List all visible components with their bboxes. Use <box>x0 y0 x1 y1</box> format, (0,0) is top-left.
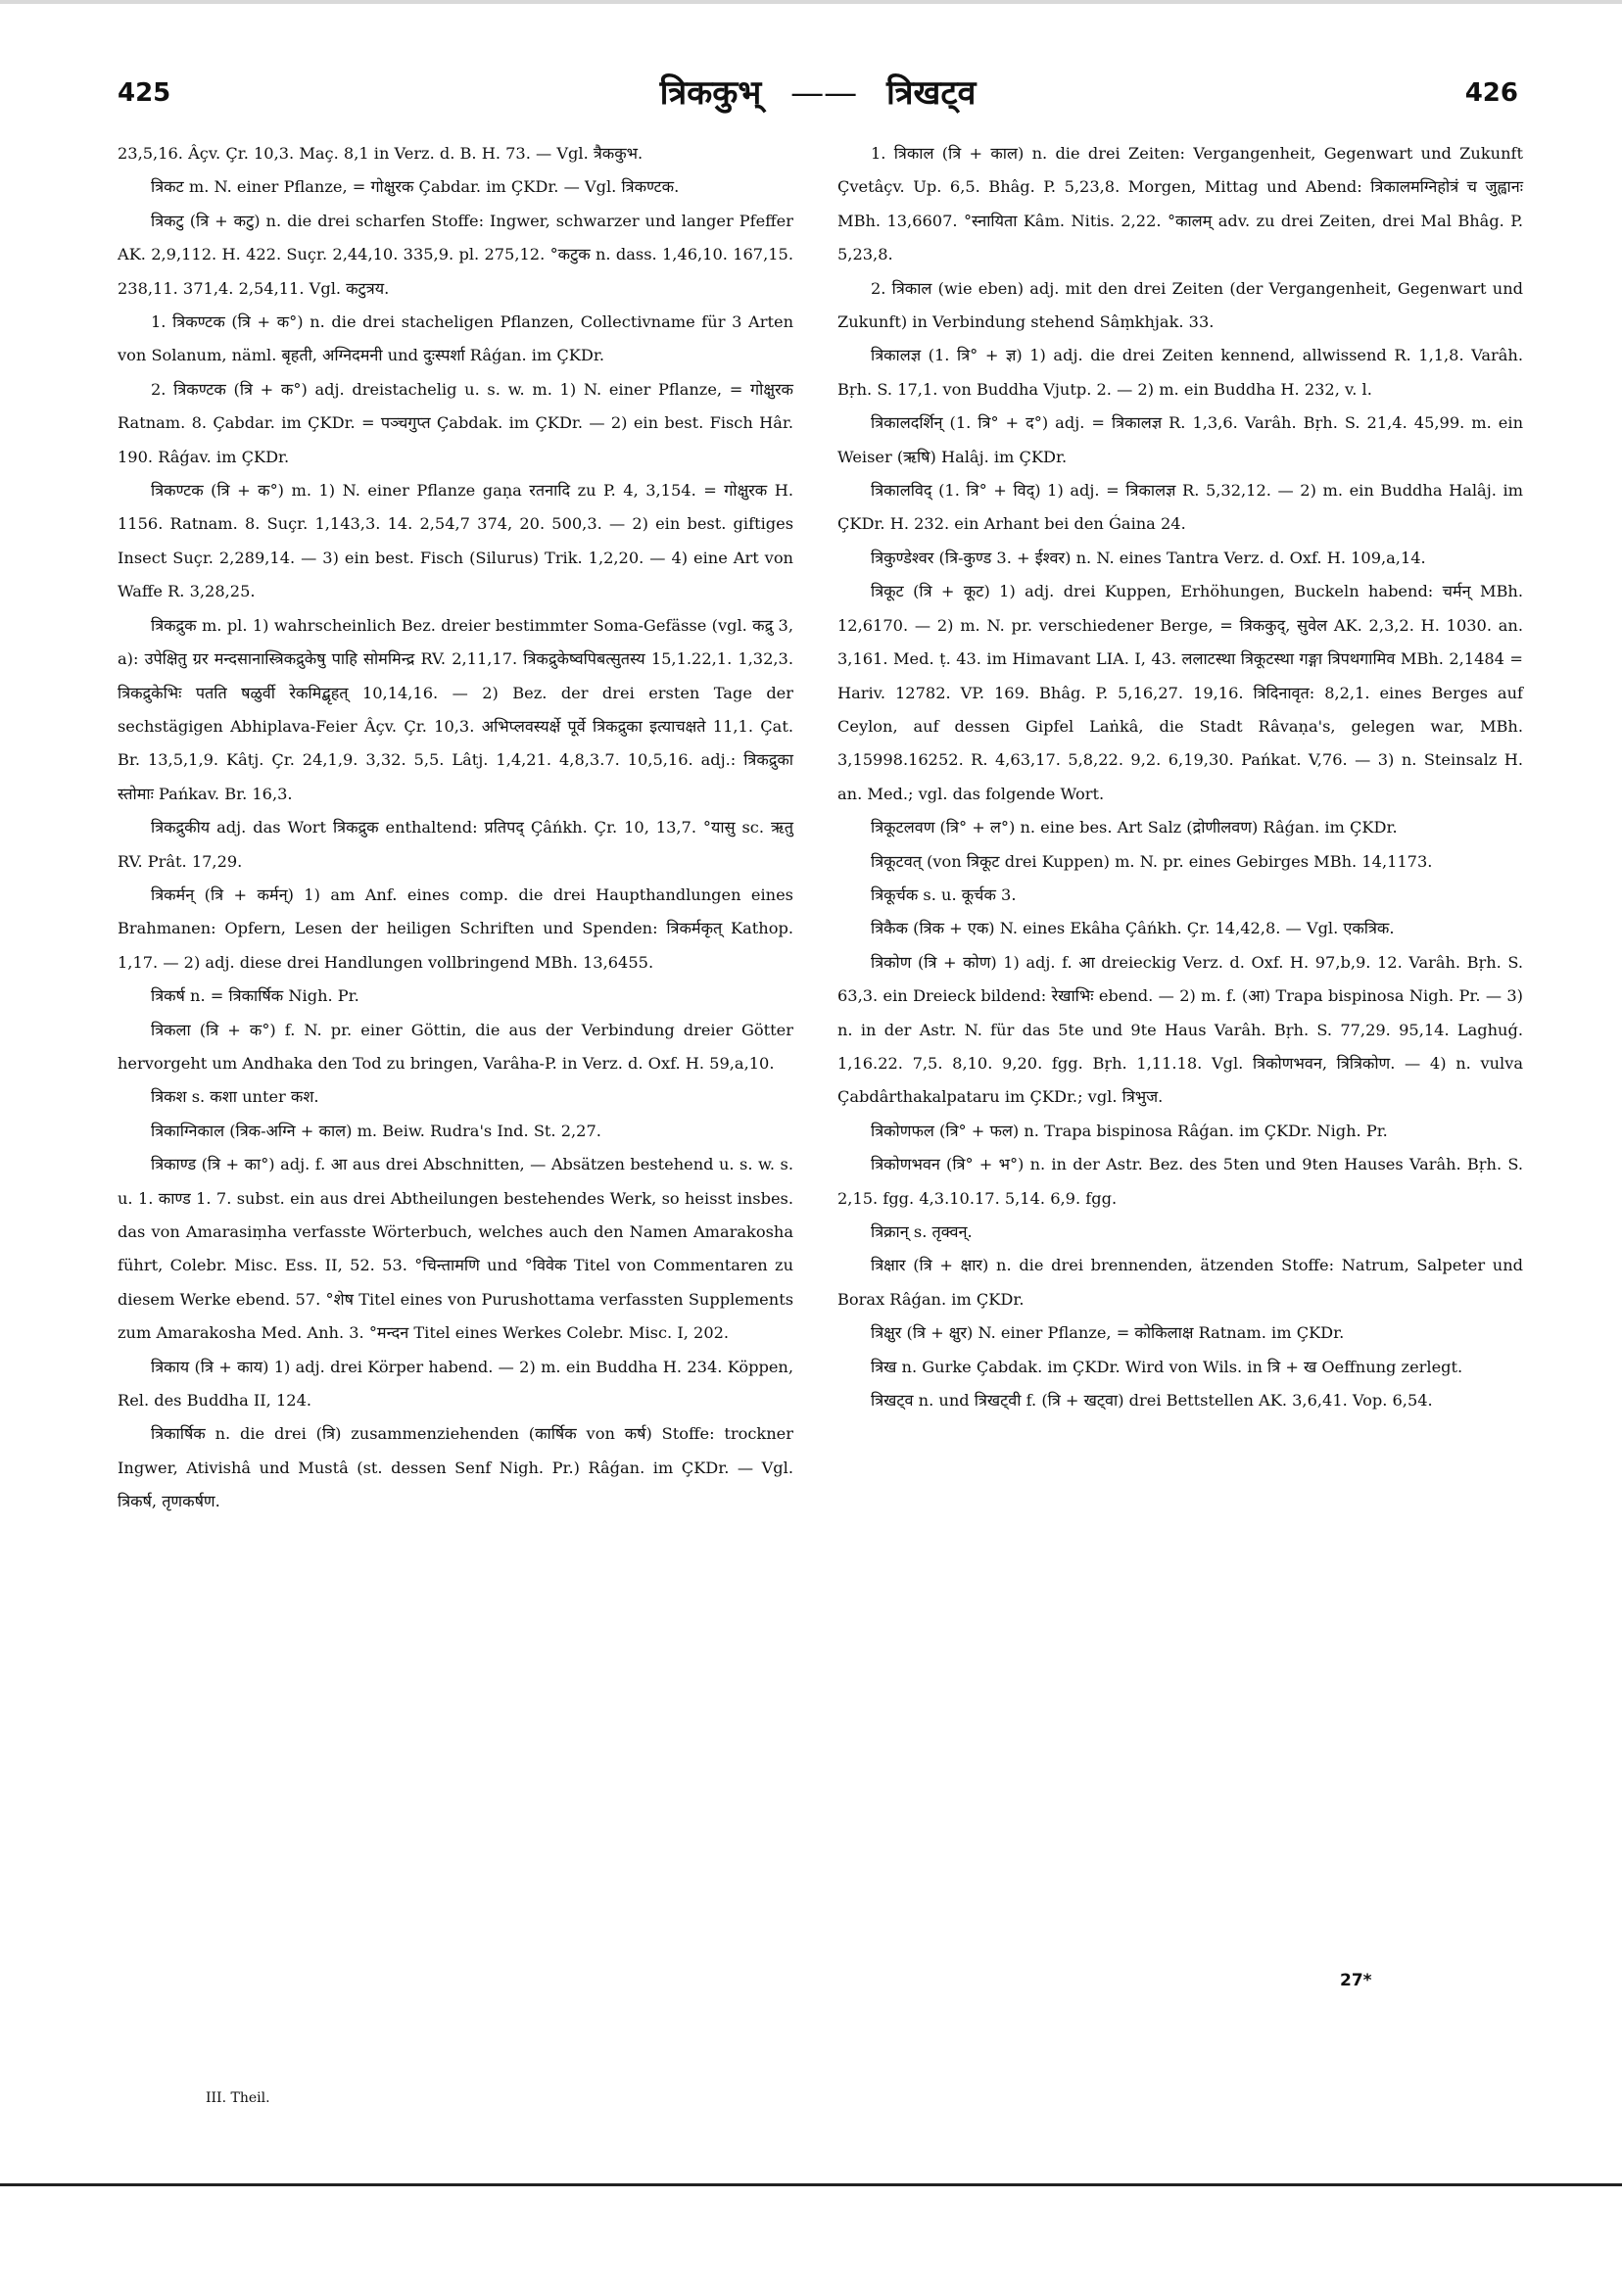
dictionary-entry: 1. त्रिकाल (त्रि + काल) n. die drei Zeiten: Vergangenheit, Gegenwart und Zukunft Çvetâçv. Up. 6,5. Bhâg. P. 5,23,8. Morgen, Mittag und Abend: त्रिकालमग्निहोत्रं च जुह्वानः MBh. 13,6607. °स्नायिता Kâm. Nitis. 2,22. °कालम् adv. zu drei Zeiten, drei Mal Bhâg. P. 5,23,8. <box>837 144 1523 264</box>
dictionary-entry: त्रिकाग्निकाल (त्रिक-अग्नि + काल) m. Beiw. Rudra's Ind. St. 2,27. <box>151 1121 601 1140</box>
dictionary-entry: त्रिकालज्ञ (1. त्रि° + ज्ञ) 1) adj. die drei Zeiten kennend, allwissend R. 1,1,8. Varâh. Bṛh. S. 17,1. von Buddha Vjutp. 2. — 2) m. ein Buddha H. 232, v. l. <box>837 346 1523 399</box>
dictionary-entry: त्रिकोणभवन (त्रि° + भ°) n. in der Astr. Bez. des 5ten und 9ten Hauses Varâh. Bṛh. S. 2,15. fgg. 4,3.10.17. 5,14. 6,9. fgg. <box>837 1155 1523 1208</box>
dictionary-entry: त्रिकट m. N. einer Pflanze, = गोक्षुरक Çabdar. im ÇKDr. — Vgl. त्रिकण्टक. <box>151 177 680 197</box>
dictionary-entry: त्रिकाण्ड (त्रि + का°) adj. f. आ aus drei Abschnitten, — Absätzen bestehend u. s. w. s. u. 1. काण्ड 1. 7. subst. ein aus drei Abtheilungen bestehendes Werk, so heisst insbes. das von Amarasiṃha verfasste Wörterbuch, welches auch den Namen Amarakosha führt, Colebr. Misc. Ess. II, 52. 53. °चिन्तामणि und °विवेक Titel von Commentaren zu diesem Werke ebend. 57. °शेष Titel eines von Purushottama verfassten Supplements zum Amarakosha Med. Anh. 3. °मन्दन Titel eines Werkes Colebr. Misc. I, 202. <box>118 1155 793 1343</box>
dictionary-entry: त्रिकालदर्शिन् (1. त्रि° + द°) adj. = त्रिकालज्ञ R. 1,3,6. Varâh. Bṛh. S. 21,4. 45,99. m. ein Weiser (ऋषि) Halâj. im ÇKDr. <box>837 413 1523 466</box>
dictionary-entry: त्रिकूर्चक s. u. कूर्चक 3. <box>871 885 1017 904</box>
dictionary-entry: त्रिकालविद् (1. त्रि° + विद्) 1) adj. = त्रिकालज्ञ R. 5,32,12. — 2) m. ein Buddha Halâj. im ÇKDr. H. 232. ein Arhant bei den Ǵaina 24. <box>837 481 1523 534</box>
dictionary-entry: त्रिख n. Gurke Çabdak. im ÇKDr. Wird von Wils. in त्रि + ख Oeffnung zerlegt. <box>871 1357 1463 1376</box>
dictionary-entry: त्रिकाय (त्रि + काय) 1) adj. drei Körper habend. — 2) m. ein Buddha H. 234. Köppen, Rel. des Buddha II, 124. <box>118 1357 793 1411</box>
dictionary-entry: त्रिकुण्डेश्वर (त्रि-कुण्ड 3. + ईश्वर) n. N. eines Tantra Verz. d. Oxf. H. 109,a,14. <box>871 548 1426 567</box>
header-title <box>118 69 1518 114</box>
dictionary-entry: 2. त्रिकाल (wie eben) adj. mit den drei Zeiten (der Vergangenheit, Gegenwart und Zukunft) in Verbindung stehend Sâṃkhjak. 33. <box>837 278 1523 332</box>
dictionary-entry: त्रिक्षुर (त्रि + क्षुर) N. einer Pflanze, = कोकिलाक्ष Ratnam. im ÇKDr. <box>871 1323 1345 1343</box>
page-number-left: 425 <box>118 78 171 108</box>
dictionary-entry: त्रिकैक (त्रिक + एक) N. eines Ekâha Çâńkh. Çr. 14,42,8. — Vgl. एकत्रिक. <box>871 919 1395 938</box>
dictionary-entry: त्रिकूटवत् (von त्रिकूट drei Kuppen) m. N. pr. eines Gebirges MBh. 14,1173. <box>871 851 1433 871</box>
dictionary-entry: त्रिकद्रुक m. pl. 1) wahrscheinlich Bez. dreier bestimmter Soma-Gefässe (vgl. कद्रु 3, a): उपेक्षितु ग्रर मन्दसानास्त्रिकद्रुकेषु पाहि सोममिन्द्र RV. 2,11,17. त्रिकद्रुकेष्वपिबत्सुतस्य 15,1.22,1. 1,32,3. त्रिकद्रुकेभिः पतति षळुर्वी रेकमिद्बृहत् 10,14,16. — 2) Bez. der drei ersten Tage der sechstägigen Abhiplava-Feier Âçv. Çr. 10,3. अभिप्लवस्यर्क्षे पूर्वे त्रिकद्रुका इत्याचक्षते 11,1. Çat. Br. 13,5,1,9. Kâtj. Çr. 24,1,9. 3,32. 5,5. Lâtj. 1,4,21. 4,8,3.7. 10,5,16. adj.: त्रिकद्रुका स्तोमाः Pańkav. Br. 16,3. <box>118 615 793 803</box>
dictionary-entry: त्रिकोणफल (त्रि° + फल) n. Trapa bispinosa Râǵan. im ÇKDr. Nigh. Pr. <box>871 1121 1388 1140</box>
header-dash: —— <box>790 73 858 113</box>
dictionary-entry: 23,5,16. Âçv. Çr. 10,3. Maç. 8,1 in Verz. d. B. H. 73. — Vgl. त्रैककुभ. <box>118 144 644 163</box>
bottom-scan-rule <box>0 2183 1622 2186</box>
right-column <box>837 137 1523 1417</box>
dictionary-entry: त्रिखट्व n. und त्रिखट्वी f. (त्रि + खट्वा) drei Bettstellen AK. 3,6,41. Vop. 6,54. <box>871 1391 1433 1411</box>
dictionary-entry: 2. त्रिकण्टक (त्रि + क°) adj. dreistachelig u. s. w. m. 1) N. einer Pflanze, = गोक्षुरक Ratnam. 8. Çabdar. im ÇKDr. = पञ्चगुप्त Çabdak. im ÇKDr. — 2) ein best. Fisch Hâr. 190. Râǵav. im ÇKDr. <box>118 379 793 466</box>
dictionary-entry: त्रिकूटलवण (त्रि° + ल°) n. eine bes. Art Salz (द्रोणीलवण) Râǵan. im ÇKDr. <box>871 818 1398 837</box>
dictionary-entry: त्रिक्रान् s. तृक्वन्. <box>871 1222 973 1241</box>
dictionary-entry: त्रिक्षार (त्रि + क्षार) n. die drei brennenden, ätzenden Stoffe: Natrum, Salpeter und Borax Râǵan. im ÇKDr. <box>837 1256 1523 1309</box>
left-column <box>118 137 793 1519</box>
dictionary-entry: त्रिकण्टक (त्रि + क°) m. 1) N. einer Pflanze gaṇa रतनादि zu P. 4, 3,154. = गोक्षुरक H. 1156. Ratnam. 8. Suçr. 1,143,3. 14. 2,54,7 374, 20. 500,3. — 2) ein best. giftiges Insect Suçr. 2,289,14. — 3) ein best. Fisch (Silurus) Trik. 1,2,20. — 4) eine Art von Waffe R. 3,28,25. <box>118 481 793 601</box>
top-edge-rule <box>0 0 1622 4</box>
dictionary-entry: त्रिकला (त्रि + क°) f. N. pr. einer Göttin, die aus der Verbindung dreier Götter hervorgeht um Andhaka den Tod zu bringen, Varâha-P. in Verz. d. Oxf. H. 59,a,10. <box>118 1020 793 1073</box>
volume-note: III. Theil. <box>206 2090 270 2106</box>
dictionary-entry: त्रिकश s. कशा unter कश. <box>151 1087 319 1107</box>
running-header <box>118 69 1518 127</box>
page-number-right: 426 <box>1464 78 1518 108</box>
signature-mark: 27* <box>1340 1971 1372 1990</box>
dictionary-entry: त्रिकटु (त्रि + कटु) n. die drei scharfen Stoffe: Ingwer, schwarzer und langer Pfeffer AK. 2,9,112. H. 422. Suçr. 2,44,10. 335,9. pl. 275,12. °कटुक n. dass. 1,46,10. 167,15. 238,11. 371,4. 2,54,11. Vgl. कटुत्रय. <box>118 211 793 298</box>
header-title-right: त्रिखट्व <box>885 73 977 113</box>
dictionary-entry: त्रिकार्षिक n. die drei (त्रि) zusammenziehenden (कार्षिक von कर्ष) Stoffe: trockner Ingwer, Ativishâ und Mustâ (st. dessen Senf Nigh. Pr.) Râǵan. im ÇKDr. — Vgl. त्रिकर्ष, तृणकर्षण. <box>118 1424 793 1511</box>
dictionary-entry: त्रिकोण (त्रि + कोण) 1) adj. f. आ dreieckig Verz. d. Oxf. H. 97,b,9. 12. Varâh. Bṛh. S. 63,3. ein Dreieck bildend: रेखाभिः ebend. — 2) m. f. (आ) Trapa bispinosa Nigh. Pr. — 3) n. in der Astr. N. für das 5te und 9te Haus Varâh. Bṛh. S. 77,29. 95,14. Laghuǵ. 1,16.22. 7,5. 8,10. 9,20. fgg. Bṛh. 1,11.18. Vgl. त्रिकोणभवन, त्रित्रिकोण. — 4) n. vulva Çabdârthakalpataru im ÇKDr.; vgl. त्रिभुज. <box>837 952 1523 1107</box>
dictionary-entry: त्रिकर्मन् (त्रि + कर्मन्) 1) am Anf. eines comp. die drei Haupthandlungen eines Brahmanen: Opfern, Lesen der heiligen Schriften und Spenden: त्रिकर्मकृत् Kathop. 1,17. — 2) adj. diese drei Handlungen vollbringend MBh. 13,6455. <box>118 885 793 972</box>
dictionary-entry: त्रिकद्रुकीय adj. das Wort त्रिकद्रुक enthaltend: प्रतिपद् Çâńkh. Çr. 10, 13,7. °यासु sc. ऋतु RV. Prât. 17,29. <box>118 818 793 871</box>
dictionary-entry: त्रिकर्ष n. = त्रिकार्षिक Nigh. Pr. <box>151 986 359 1006</box>
header-title-left: त्रिककुभ् <box>659 73 762 113</box>
dictionary-entry: त्रिकूट (त्रि + कूट) 1) adj. drei Kuppen, Erhöhungen, Buckeln habend: चर्मन् MBh. 12,6170. — 2) m. N. pr. verschiedener Berge, = त्रिककुद्, सुवेल AK. 2,3,2. H. 1030. an. 3,161. Med. ṭ. 43. im Himavant LIA. I, 43. ललाटस्था त्रिकूटस्था गङ्गा त्रिपथगामिव MBh. 2,1484 = Hariv. 12782. VP. 169. Bhâg. P. 5,16,27. 19,16. त्रिदिनावृत: 8,2,1. eines Berges auf Ceylon, auf dessen Gipfel Laṅkâ, die Stadt Râvaṇa's, gelegen war, MBh. 3,15998.16252. R. 4,63,17. 5,8,22. 9,2. 6,19,30. Pańkat. V,76. — 3) n. Steinsalz H. an. Med.; vgl. das folgende Wort. <box>837 582 1523 803</box>
dictionary-entry: 1. त्रिकण्टक (त्रि + क°) n. die drei stacheligen Pflanzen, Collectivname für 3 Arten von Solanum, näml. बृहती, अग्निदमनी und दुःस्पर्शा Râǵan. im ÇKDr. <box>118 312 793 365</box>
